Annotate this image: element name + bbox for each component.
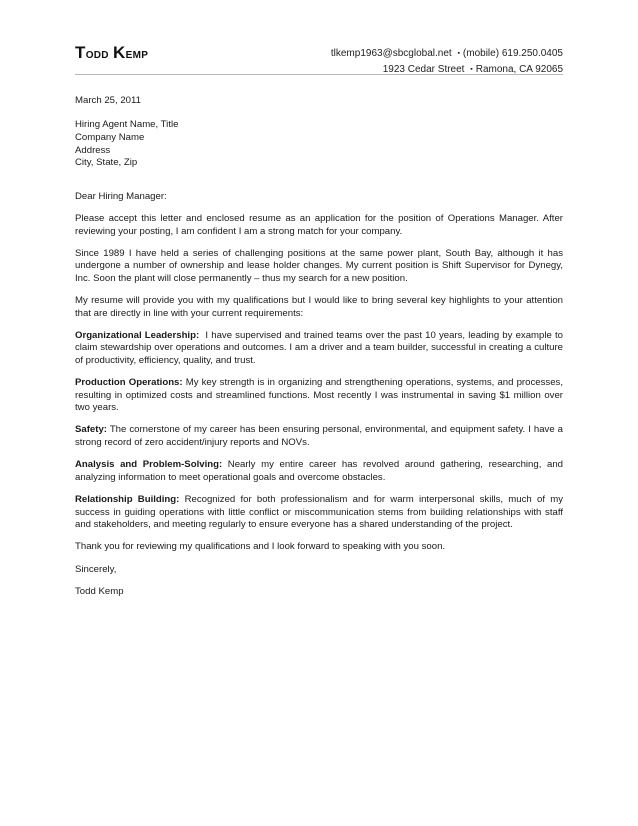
highlight-text: I have supervised and trained teams over the past 10 years, leading by example to claim stewardship over operations and outcomes. I am a driver and a team builder, successful in creating a culture of productivity, efficiency, quality, and trust. [75, 330, 566, 366]
recipient-address [75, 119, 563, 169]
letter-body [75, 95, 566, 609]
highlight-paragraph [75, 377, 563, 414]
highlight-title: Production Operations: [75, 377, 183, 389]
letter-date: March 25, 2011 [75, 95, 141, 106]
street-address: 1923 Cedar Street [382, 64, 465, 75]
email-link[interactable]: tlkemp1963@sbcglobal.net [330, 48, 452, 59]
city-state-zip: Ramona, CA 92065 [475, 64, 563, 75]
recipient-line: Address [75, 144, 111, 156]
highlight-title: Relationship Building: [75, 494, 180, 506]
highlight-paragraph [75, 494, 563, 531]
name-first-initial: T [75, 43, 86, 62]
highlight-title: Organizational Leadership: [75, 330, 200, 342]
header-divider [75, 74, 563, 75]
name-last-rest: emp [125, 45, 149, 61]
contact-line-2 [331, 62, 563, 78]
background-paragraph: Since 1989 I have held a series of challenging positions at the same power plant, South Bay, although it has undergone a number of ownership and lease holder changes. My current position is Shift Supervisor for Dynegy, Inc. Soon the plant will close permanently – thus my search for a new position. [75, 248, 563, 284]
highlight-paragraph [75, 424, 563, 449]
contact-line-1 [331, 46, 563, 62]
signature: Todd Kemp [75, 586, 124, 598]
recipient-line: Company Name [75, 132, 145, 143]
highlight-paragraph [75, 459, 563, 484]
letterhead [75, 40, 563, 76]
highlight-text: My key strength is in organizing and strengthening operations, systems, and processes, resulting in optimized costs and streamlined functions. Most recently I was instrumental in saving $1 million over two years. [75, 377, 563, 414]
bullet-separator: ▪ [457, 50, 460, 57]
sender-name [75, 43, 148, 63]
recipient-line: City, State, Zip [75, 157, 138, 169]
transition-paragraph: My resume will provide you with my qualifications but I would like to bring several key highlights to your attention that are directly in line with your current requirements: [75, 295, 563, 319]
highlight-text: Recognized for both professionalism and for warm interpersonal skills, much of my success in guiding operations with little conflict or miscommunication stems from building relationships with staff and stakeholders, and meeting regularly to ensure everyone has a shared understanding of the project. [75, 494, 563, 530]
valediction: Sincerely, [75, 563, 117, 575]
closing-paragraph: Thank you for reviewing my qualifications and I look forward to speaking with you soon. [75, 541, 446, 553]
highlight-title: Safety: [75, 424, 107, 436]
recipient-line: Hiring Agent Name, Title [75, 119, 179, 131]
highlight-text: The cornerstone of my career has been ensuring personal, environmental, and equipment safety. I have a strong record of zero accident/injury reports and NOVs. [75, 424, 563, 448]
highlight-text: Nearly my entire career has revolved around gathering, researching, and analyzing information to meet operational goals and overcome obstacles. [75, 459, 563, 483]
name-first-rest: odd [85, 45, 109, 61]
intro-paragraph: Please accept this letter and enclosed resume as an application for the position of Operations Manager. After reviewing your posting, I am confident I am a strong match for your company. [75, 213, 563, 237]
phone-number: (mobile) 619.250.0405 [462, 48, 563, 59]
bullet-separator: ▪ [470, 66, 473, 73]
name-last-initial: K [113, 43, 126, 62]
salutation: Dear Hiring Manager: [75, 190, 167, 202]
highlight-title: Analysis and Problem-Solving: [75, 459, 223, 471]
highlight-paragraph [75, 330, 566, 367]
